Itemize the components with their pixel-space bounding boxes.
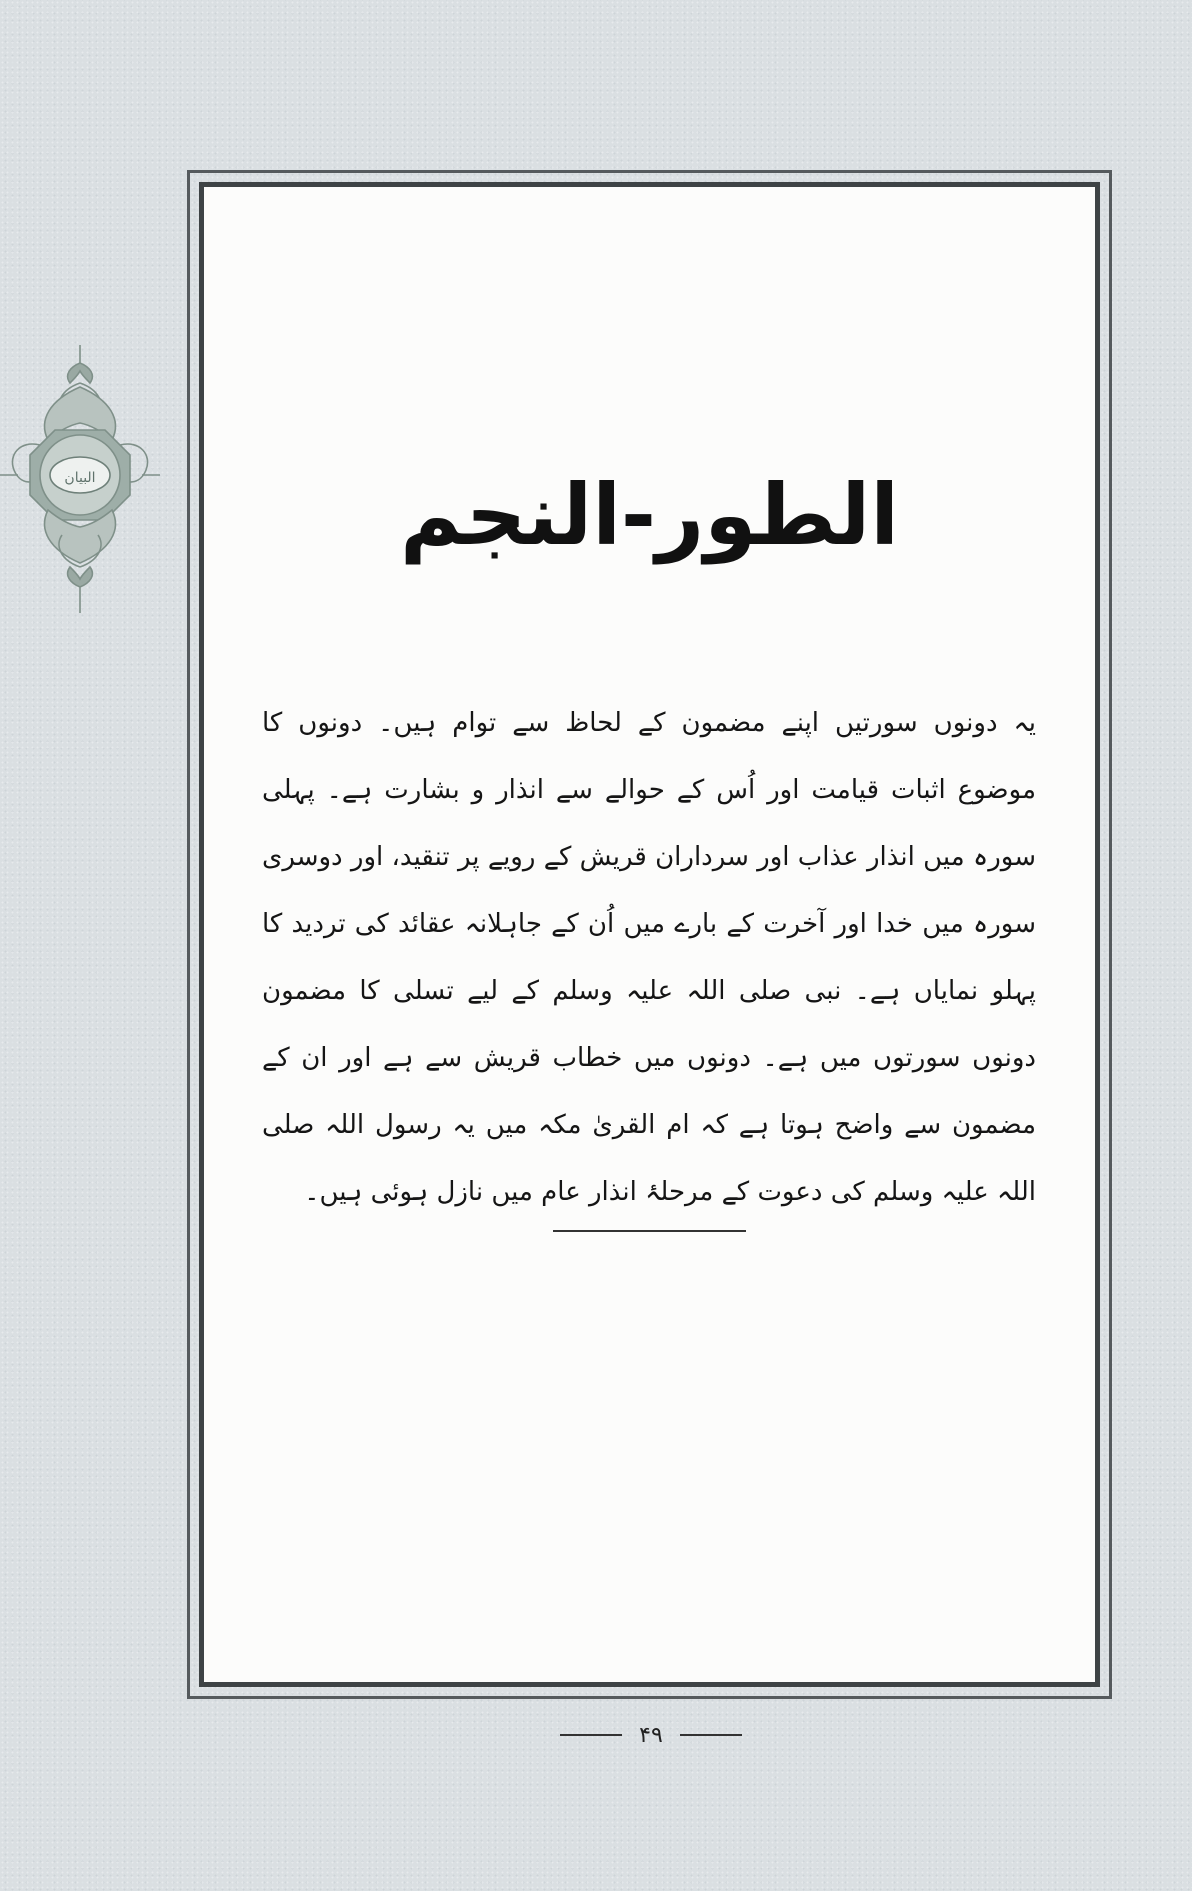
body-text [262, 690, 1036, 1226]
footer-dash-right [680, 1734, 742, 1736]
medallion-label: البیان [64, 470, 96, 486]
page-footer [560, 1720, 742, 1750]
medallion-ornament [0, 345, 160, 615]
footer-dash-left [560, 1734, 622, 1736]
body-paragraph: یہ دونوں سورتیں اپنے مضمون کے لحاظ سے توام ہیں۔ دونوں کا موضوع اثبات قیامت اور اُس کے حوالے سے انذار و بشارت ہے۔ پہلی سورہ میں انذار عذاب اور سرداران قریش کے رویے پر تنقید، اور دوسری سورہ میں خدا اور آخرت کے بارے میں اُن کے جاہلانہ عقائد کی تردید کا پہلو نمایاں ہے۔ نبی صلی اللہ علیہ وسلم کے لیے تسلی کا مضمون دونوں سورتوں میں ہے۔ دونوں میں خطاب قریش سے ہے اور ان کے مضمون سے واضح ہوتا ہے کہ ام القریٰ مکہ میں یہ رسول اللہ صلی اللہ علیہ وسلم کی دعوت کے مرحلۂ انذار عام میں نازل ہوئی ہیں۔ [262, 708, 1036, 1207]
page-number: ۴۹ [639, 1722, 663, 1748]
floral-medallion-icon [0, 345, 160, 615]
chapter-title: الطور-النجم [399, 466, 900, 564]
section-separator [553, 1230, 746, 1232]
